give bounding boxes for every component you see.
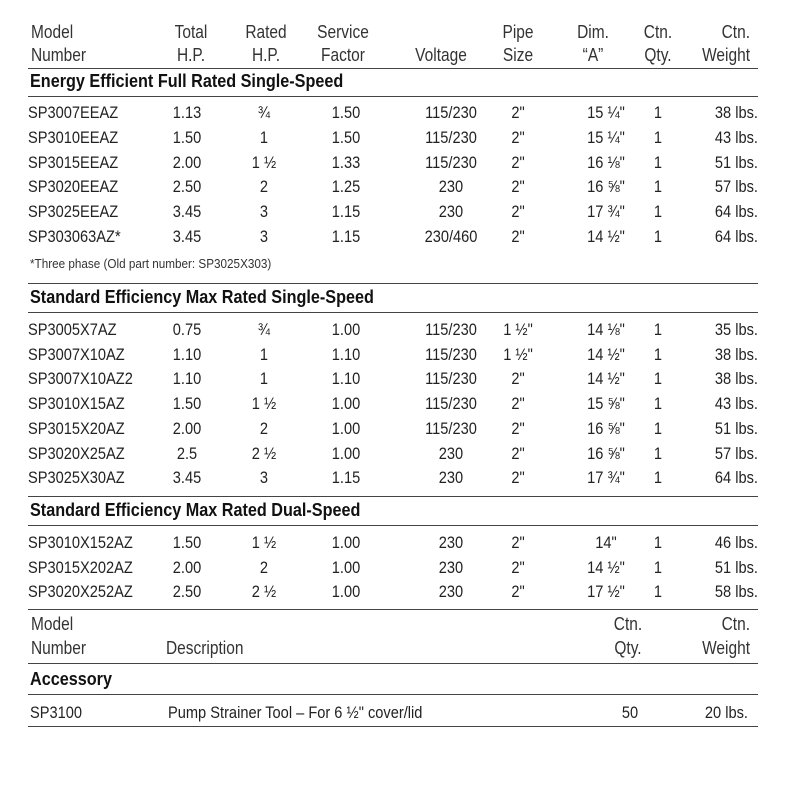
cell-service-factor: 1.00 bbox=[331, 320, 361, 339]
cell-ctn-weight: 64 lbs. bbox=[714, 202, 758, 222]
cell-service-factor: 1.15 bbox=[331, 468, 361, 488]
cell-pipe-size: 2" bbox=[511, 582, 525, 601]
header-model-line1: Model bbox=[31, 22, 74, 42]
cell-voltage: 115/230 bbox=[425, 418, 477, 438]
cell-voltage: 115/230 bbox=[425, 103, 477, 122]
cell-voltage: 230 bbox=[438, 468, 464, 488]
cell-dim-a: 16 ⅛" bbox=[587, 152, 625, 172]
cell-total-hp: 2.50 bbox=[172, 582, 202, 601]
cell-ctn-weight: 51 lbs. bbox=[714, 418, 758, 438]
cell-rated-hp: 2 bbox=[259, 177, 269, 197]
section-title-accessory: Accessory bbox=[30, 669, 112, 689]
section-rule bbox=[28, 312, 758, 313]
cell-ctn-qty: 1 bbox=[653, 344, 663, 364]
cell-total-hp: 1.50 bbox=[172, 533, 202, 552]
acc-header-ctn-weight-line2: Weight bbox=[702, 638, 750, 658]
cell-model-number: SP3025X30AZ bbox=[28, 468, 125, 488]
table-row bbox=[28, 343, 758, 367]
cell-ctn-qty: 1 bbox=[653, 103, 663, 122]
table-row bbox=[28, 392, 758, 416]
header-dim-line2: “A” bbox=[582, 45, 604, 65]
cell-voltage: 230/460 bbox=[424, 227, 478, 246]
acc-header-ctn-weight-line1: Ctn. bbox=[721, 614, 750, 634]
cell-total-hp: 0.75 bbox=[172, 320, 202, 339]
cell-rated-hp: ¾ bbox=[257, 103, 271, 122]
cell-service-factor: 1.15 bbox=[331, 227, 361, 246]
table-row bbox=[28, 225, 758, 249]
cell-model-number: SP3020X252AZ bbox=[28, 582, 133, 601]
cell-ctn-qty: 1 bbox=[653, 369, 663, 389]
cell-dim-a: 14 ½" bbox=[587, 227, 625, 246]
cell-service-factor: 1.00 bbox=[331, 533, 361, 552]
cell-total-hp: 1.50 bbox=[172, 127, 202, 147]
cell-ctn-qty: 1 bbox=[653, 533, 663, 552]
header-total-hp-line2: H.P. bbox=[176, 45, 206, 65]
cell-service-factor: 1.00 bbox=[331, 557, 361, 577]
table-row bbox=[28, 531, 758, 555]
cell-dim-a: 14 ½" bbox=[587, 369, 625, 389]
cell-rated-hp: 1 bbox=[259, 127, 269, 147]
cell-dim-a: 14" bbox=[595, 533, 617, 552]
cell-model-number: SP3007X10AZ bbox=[28, 344, 125, 364]
cell-ctn-qty: 1 bbox=[653, 320, 663, 339]
cell-model-number: SP3007X10AZ2 bbox=[28, 369, 133, 389]
cell-voltage: 115/230 bbox=[425, 369, 477, 389]
accessory-bottom-rule bbox=[28, 726, 758, 727]
cell-rated-hp: 1 bbox=[259, 344, 269, 364]
header-pipe-size-line1: Pipe bbox=[502, 22, 534, 42]
header-rated-hp-line1: Rated bbox=[245, 22, 287, 42]
table-row bbox=[28, 318, 758, 342]
cell-pipe-size: 2" bbox=[511, 202, 525, 222]
acc-header-ctn-qty-line2: Qty. bbox=[614, 638, 642, 658]
cell-ctn-qty: 1 bbox=[653, 227, 663, 246]
cell-rated-hp: 1 ½ bbox=[251, 394, 277, 414]
cell-rated-hp: 2 bbox=[259, 418, 269, 438]
section-title-energy-efficient: Energy Efficient Full Rated Single-Speed bbox=[30, 71, 344, 91]
cell-ctn-qty: 1 bbox=[653, 177, 663, 197]
cell-model-number: SP3015EEAZ bbox=[28, 152, 119, 172]
cell-total-hp: 3.45 bbox=[172, 227, 202, 246]
cell-rated-hp: 1 ½ bbox=[251, 152, 277, 172]
section-rule bbox=[28, 694, 758, 695]
cell-voltage: 230 bbox=[438, 202, 464, 222]
header-ctn-weight-line1: Ctn. bbox=[721, 22, 750, 42]
cell-voltage: 230 bbox=[438, 557, 464, 577]
cell-pipe-size: 2" bbox=[511, 177, 525, 197]
cell-service-factor: 1.10 bbox=[331, 369, 361, 389]
table-row bbox=[28, 556, 758, 580]
cell-ctn-weight: 38 lbs. bbox=[714, 344, 758, 364]
acc-header-model-line1: Model bbox=[31, 614, 74, 634]
header-service-factor-line1: Service bbox=[317, 22, 369, 42]
cell-pipe-size: 2" bbox=[511, 394, 525, 414]
cell-ctn-weight: 57 lbs. bbox=[714, 177, 758, 197]
cell-rated-hp: 1 ½ bbox=[251, 533, 277, 552]
cell-service-factor: 1.00 bbox=[331, 394, 361, 414]
header-ctn-qty-line1: Ctn. bbox=[643, 22, 673, 42]
cell-voltage: 115/230 bbox=[425, 394, 477, 414]
cell-total-hp: 2.5 bbox=[176, 443, 198, 463]
cell-pipe-size: 2" bbox=[511, 369, 525, 389]
cell-ctn-weight: 35 lbs. bbox=[714, 320, 758, 339]
cell-pipe-size: 2" bbox=[511, 468, 525, 488]
cell-dim-a: 17 ¾" bbox=[587, 468, 625, 488]
cell-ctn-weight: 38 lbs. bbox=[714, 103, 758, 122]
cell-total-hp: 3.45 bbox=[172, 468, 202, 488]
cell-ctn-weight: 57 lbs. bbox=[714, 443, 758, 463]
cell-ctn-qty: 1 bbox=[653, 443, 663, 463]
cell-pipe-size: 2" bbox=[511, 557, 525, 577]
cell-ctn-qty: 1 bbox=[653, 202, 663, 222]
cell-voltage: 230 bbox=[438, 533, 464, 552]
accessory-description: Pump Strainer Tool – For 6 ½" cover/lid bbox=[168, 703, 423, 722]
table-row bbox=[28, 580, 758, 604]
cell-dim-a: 15 ¼" bbox=[587, 127, 625, 147]
cell-ctn-weight: 64 lbs. bbox=[714, 468, 758, 488]
cell-model-number: SP3020EEAZ bbox=[28, 177, 119, 197]
cell-ctn-weight: 46 lbs. bbox=[714, 533, 758, 552]
cell-dim-a: 14 ⅛" bbox=[587, 320, 625, 339]
cell-ctn-qty: 1 bbox=[653, 394, 663, 414]
acc-header-description: Description bbox=[166, 638, 244, 658]
cell-ctn-qty: 1 bbox=[653, 152, 663, 172]
table-row bbox=[28, 101, 758, 125]
cell-pipe-size: 2" bbox=[511, 152, 525, 172]
cell-rated-hp: 2 bbox=[259, 557, 269, 577]
cell-total-hp: 1.10 bbox=[172, 369, 202, 389]
cell-ctn-weight: 64 lbs. bbox=[714, 227, 758, 246]
accessory-ctn-qty: 50 bbox=[621, 703, 639, 722]
cell-dim-a: 16 ⅝" bbox=[587, 177, 625, 197]
cell-service-factor: 1.00 bbox=[331, 443, 361, 463]
cell-total-hp: 2.00 bbox=[172, 557, 202, 577]
cell-service-factor: 1.15 bbox=[331, 202, 361, 222]
cell-dim-a: 17 ½" bbox=[587, 582, 625, 601]
cell-model-number: SP303063AZ* bbox=[28, 227, 121, 246]
cell-rated-hp: 3 bbox=[259, 227, 269, 246]
cell-dim-a: 15 ⅝" bbox=[587, 394, 625, 414]
table-row bbox=[28, 466, 758, 490]
cell-ctn-qty: 1 bbox=[653, 127, 663, 147]
section-rule bbox=[28, 525, 758, 526]
table-row bbox=[28, 151, 758, 175]
table-row bbox=[28, 442, 758, 466]
cell-ctn-qty: 1 bbox=[653, 582, 663, 601]
cell-ctn-weight: 51 lbs. bbox=[714, 557, 758, 577]
acc-header-rule bbox=[28, 663, 758, 664]
cell-dim-a: 16 ⅝" bbox=[587, 443, 625, 463]
cell-model-number: SP3015X20AZ bbox=[28, 418, 125, 438]
cell-voltage: 115/230 bbox=[425, 127, 477, 147]
cell-pipe-size: 1 ½" bbox=[503, 344, 533, 364]
cell-rated-hp: ¾ bbox=[257, 320, 271, 339]
cell-pipe-size: 2" bbox=[511, 443, 525, 463]
header-total-hp-line1: Total bbox=[174, 22, 208, 42]
cell-service-factor: 1.50 bbox=[331, 103, 361, 122]
acc-header-ctn-qty-line1: Ctn. bbox=[613, 614, 643, 634]
cell-total-hp: 2.00 bbox=[172, 418, 202, 438]
header-model-line2: Number bbox=[31, 45, 87, 65]
cell-rated-hp: 2 ½ bbox=[251, 582, 277, 601]
cell-ctn-weight: 58 lbs. bbox=[714, 582, 758, 601]
cell-pipe-size: 2" bbox=[511, 227, 525, 246]
cell-dim-a: 14 ½" bbox=[587, 344, 625, 364]
header-pipe-size-line2: Size bbox=[502, 45, 534, 65]
cell-pipe-size: 2" bbox=[511, 103, 525, 122]
cell-pipe-size: 1 ½" bbox=[503, 320, 533, 339]
cell-model-number: SP3010X152AZ bbox=[28, 533, 133, 552]
cell-model-number: SP3020X25AZ bbox=[28, 443, 125, 463]
header-dim-line1: Dim. bbox=[577, 22, 609, 42]
cell-model-number: SP3007EEAZ bbox=[28, 103, 119, 122]
header-ctn-qty-line2: Qty. bbox=[644, 45, 672, 65]
table-row bbox=[28, 200, 758, 224]
cell-total-hp: 2.00 bbox=[172, 152, 202, 172]
cell-voltage: 230 bbox=[438, 582, 464, 601]
cell-dim-a: 17 ¾" bbox=[587, 202, 625, 222]
cell-pipe-size: 2" bbox=[511, 418, 525, 438]
accessory-ctn-weight: 20 lbs. bbox=[704, 703, 748, 722]
cell-ctn-qty: 1 bbox=[653, 418, 663, 438]
cell-dim-a: 16 ⅝" bbox=[587, 418, 625, 438]
cell-model-number: SP3025EEAZ bbox=[28, 202, 119, 222]
cell-total-hp: 2.50 bbox=[172, 177, 202, 197]
cell-ctn-weight: 43 lbs. bbox=[714, 127, 758, 147]
table-row bbox=[28, 417, 758, 441]
cell-pipe-size: 2" bbox=[511, 127, 525, 147]
cell-voltage: 115/230 bbox=[425, 320, 477, 339]
cell-total-hp: 1.50 bbox=[172, 394, 202, 414]
accessory-model: SP3100 bbox=[30, 703, 83, 722]
cell-service-factor: 1.00 bbox=[331, 418, 361, 438]
cell-service-factor: 1.25 bbox=[331, 177, 361, 197]
header-service-factor-line2: Factor bbox=[321, 45, 365, 65]
cell-rated-hp: 1 bbox=[259, 369, 269, 389]
cell-rated-hp: 3 bbox=[259, 202, 269, 222]
section-separator-rule bbox=[28, 496, 758, 497]
cell-ctn-qty: 1 bbox=[653, 468, 663, 488]
header-rated-hp-line2: H.P. bbox=[251, 45, 281, 65]
table-row bbox=[28, 175, 758, 199]
cell-rated-hp: 3 bbox=[259, 468, 269, 488]
cell-voltage: 230 bbox=[438, 177, 464, 197]
section-rule bbox=[28, 96, 758, 97]
cell-service-factor: 1.00 bbox=[331, 582, 361, 601]
cell-model-number: SP3015X202AZ bbox=[28, 557, 133, 577]
section-title-standard-single-speed: Standard Efficiency Max Rated Single-Speed bbox=[30, 287, 374, 307]
cell-dim-a: 15 ¼" bbox=[587, 103, 625, 122]
cell-pipe-size: 2" bbox=[511, 533, 525, 552]
cell-model-number: SP3005X7AZ bbox=[28, 320, 117, 339]
cell-total-hp: 3.45 bbox=[172, 202, 202, 222]
section-separator-rule bbox=[28, 609, 758, 610]
cell-voltage: 115/230 bbox=[425, 344, 477, 364]
cell-model-number: SP3010EEAZ bbox=[28, 127, 119, 147]
cell-service-factor: 1.33 bbox=[331, 152, 361, 172]
cell-ctn-qty: 1 bbox=[653, 557, 663, 577]
acc-header-model-line2: Number bbox=[31, 638, 87, 658]
section-separator-rule bbox=[28, 283, 758, 284]
cell-voltage: 230 bbox=[438, 443, 464, 463]
cell-ctn-weight: 51 lbs. bbox=[714, 152, 758, 172]
footnote-three-phase: *Three phase (Old part number: SP3025X303) bbox=[30, 256, 272, 271]
table-row bbox=[28, 126, 758, 150]
header-ctn-weight-line2: Weight bbox=[702, 45, 750, 65]
cell-total-hp: 1.10 bbox=[172, 344, 202, 364]
cell-dim-a: 14 ½" bbox=[587, 557, 625, 577]
cell-voltage: 115/230 bbox=[425, 152, 477, 172]
cell-service-factor: 1.10 bbox=[331, 344, 361, 364]
section-title-standard-dual-speed: Standard Efficiency Max Rated Dual-Speed bbox=[30, 500, 361, 520]
cell-ctn-weight: 38 lbs. bbox=[714, 369, 758, 389]
cell-service-factor: 1.50 bbox=[331, 127, 361, 147]
table-row bbox=[28, 367, 758, 391]
cell-ctn-weight: 43 lbs. bbox=[714, 394, 758, 414]
cell-rated-hp: 2 ½ bbox=[251, 443, 277, 463]
cell-model-number: SP3010X15AZ bbox=[28, 394, 125, 414]
cell-total-hp: 1.13 bbox=[172, 103, 202, 122]
header-voltage: Voltage bbox=[415, 45, 467, 65]
